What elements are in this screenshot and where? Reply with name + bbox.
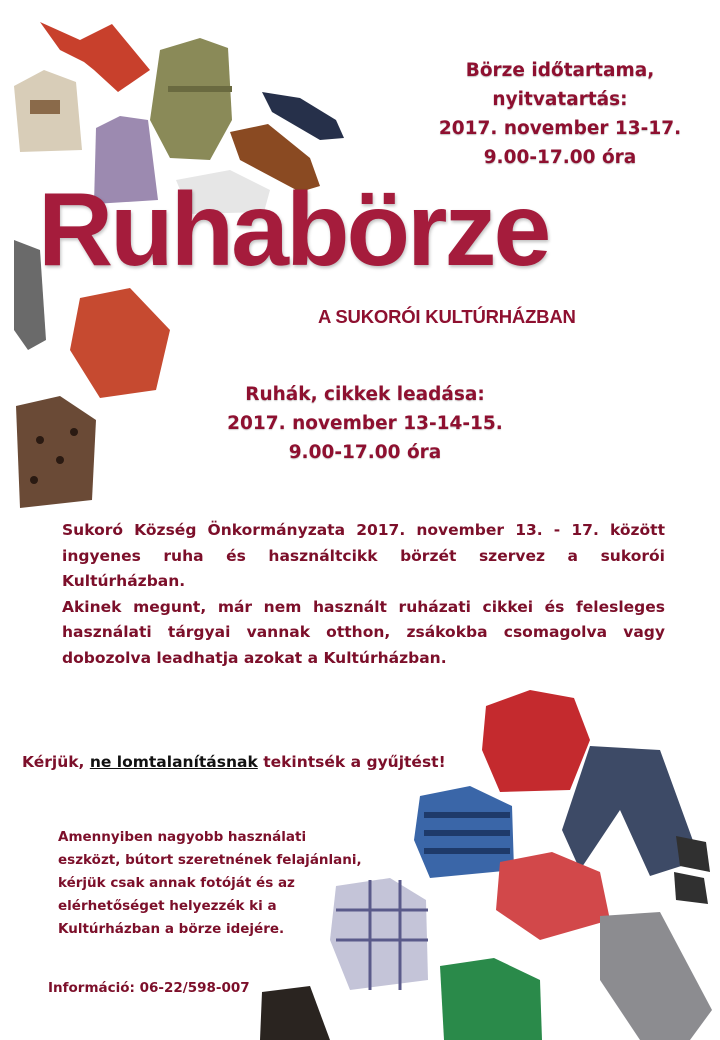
request-underlined: ne lomtalanításnak [89,753,258,771]
page-title: Ruhabörze [38,172,549,288]
pink-shirt-image [496,852,610,940]
note-line-5: Kultúrházban a börze idejére. [58,921,285,937]
dropoff-hours: 9.00-17.00 óra [288,442,442,463]
request-after: tekintsék a gyűjtést! [257,753,446,771]
red-polo-image [482,690,590,792]
blue-striped-shirt-image [414,786,514,878]
dropoff-line-1: Ruhák, cikkek leadása: [245,384,485,405]
note-line-2: eszközt, bútort szeretnének felajánlani, [58,852,362,868]
green-shirt-image [440,958,542,1040]
dropoff-dates: 2017. november 13-14-15. [227,413,503,434]
furniture-note [58,826,398,941]
note-line-1: Amennyiben nagyobb használati [58,829,307,845]
schedule-dates: 2017. november 13-17. [438,118,682,139]
page-subtitle: A SUKORÓI KULTÚRHÁZBAN [318,306,576,327]
sneakers-image [674,836,710,904]
olive-dress-image [150,38,232,160]
collection-request [22,753,446,771]
note-line-3: kérjük csak annak fotóját és az [58,875,295,891]
cargo-pants-image [600,912,712,1040]
body-text [62,518,665,671]
note-line-4: elérhetőséget helyezzék ki a [58,898,277,914]
schedule-hours: 9.00-17.00 óra [483,147,637,168]
dropoff-info [220,380,510,467]
schedule-line-1: Börze időtartama, [465,60,655,81]
contact-info: Információ: 06-22/598-007 [48,980,250,996]
beige-top-image [14,70,82,152]
schedule-line-2: nyitvatartás: [492,89,628,110]
red-coat-image [70,288,170,398]
leopard-cardigan-image [16,396,96,508]
dark-boots-image [260,986,330,1040]
request-before: Kérjük, [22,753,90,771]
body-paragraph-2: Akinek megunt, már nem használt ruházati cikkei és felesleges használati tárgyai vannak otthon, zsákokba csomagolva vagy dobozolva leadhatja azokat a Kultúrházban. [62,597,665,667]
event-schedule [420,56,700,172]
body-paragraph-1: Sukoró Község Önkormányzata 2017. november 13. - 17. között ingyenes ruha és használtcikk börzét szervez a sukorói Kultúrházban. [62,521,665,590]
